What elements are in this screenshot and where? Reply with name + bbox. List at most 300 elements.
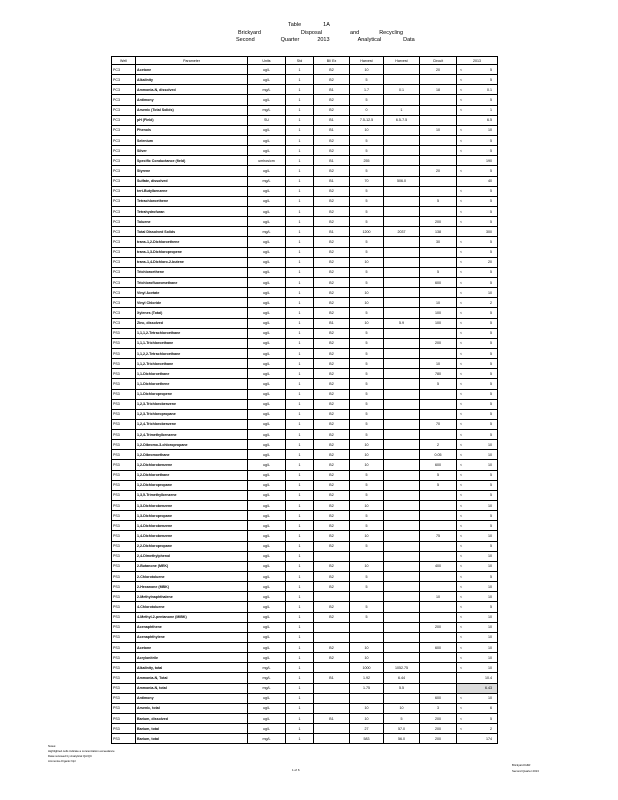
result-cell xyxy=(457,430,498,440)
less-than-qualifier: < xyxy=(460,716,463,721)
table-cell: 1 xyxy=(286,338,314,348)
result-cell xyxy=(457,450,498,460)
table-cell: 1,2-Dichloroethane xyxy=(136,470,248,480)
footer-right xyxy=(512,762,539,774)
table-cell: 5 xyxy=(350,206,384,216)
table-cell xyxy=(384,369,420,379)
result-cell xyxy=(457,572,498,582)
table-cell: 1 xyxy=(286,450,314,460)
table-cell: Silver xyxy=(136,146,248,156)
table-cell xyxy=(384,409,420,419)
table-cell: Arsenic, total xyxy=(136,703,248,713)
table-cell: 1 xyxy=(286,501,314,511)
table-cell: ug/L xyxy=(248,379,286,389)
table-cell: 1 xyxy=(286,308,314,318)
table-cell: ug/L xyxy=(248,551,286,561)
table-cell: 200 xyxy=(420,338,457,348)
column-header: Parameter xyxy=(136,57,248,65)
table-row xyxy=(112,602,498,612)
table-row xyxy=(112,125,498,135)
table-row xyxy=(112,85,498,95)
less-than-qualifier: < xyxy=(460,544,463,549)
table-row xyxy=(112,511,498,521)
table-cell: 1 xyxy=(286,582,314,592)
table-cell: ug/L xyxy=(248,602,286,612)
table-cell xyxy=(420,348,457,358)
table-cell: B2 xyxy=(314,247,350,257)
table-cell: 1,3-Dichlorobenzene xyxy=(136,501,248,511)
table-cell: mg/L xyxy=(248,734,286,744)
table-cell: PC3 xyxy=(112,75,136,85)
table-cell xyxy=(384,450,420,460)
table-row xyxy=(112,379,498,389)
table-cell: 1,1,2,2-Tetrachloroethane xyxy=(136,348,248,358)
result-value: 10 xyxy=(488,290,492,295)
less-than-qualifier: < xyxy=(460,452,463,457)
title-line xyxy=(220,37,415,45)
table-cell: PS3 xyxy=(112,673,136,683)
table-cell: B2 xyxy=(314,379,350,389)
column-header: Harvest xyxy=(384,57,420,65)
result-value: 5 xyxy=(490,321,492,326)
table-cell xyxy=(384,75,420,85)
result-cell xyxy=(457,693,498,703)
table-cell: PC3 xyxy=(112,277,136,287)
table-cell: 1 xyxy=(286,115,314,125)
result-value: 5 xyxy=(490,605,492,610)
table-row xyxy=(112,430,498,440)
less-than-qualifier: < xyxy=(460,412,463,417)
result-value: 5 xyxy=(490,513,492,518)
less-than-qualifier: < xyxy=(460,280,463,285)
table-cell: 1,4-Dichlorobenzene xyxy=(136,521,248,531)
table-cell: 75 xyxy=(420,531,457,541)
less-than-qualifier: < xyxy=(460,270,463,275)
result-value: 5 xyxy=(490,219,492,224)
result-cell xyxy=(457,663,498,673)
table-cell: PS3 xyxy=(112,703,136,713)
result-cell xyxy=(457,714,498,724)
result-cell xyxy=(457,186,498,196)
table-cell: PC3 xyxy=(112,105,136,115)
table-cell xyxy=(384,561,420,571)
table-cell: 1 xyxy=(286,247,314,257)
table-cell: B2 xyxy=(314,409,350,419)
table-cell: 1 xyxy=(286,470,314,480)
table-row xyxy=(112,440,498,450)
table-cell: 1 xyxy=(286,288,314,298)
result-value: 6.43 xyxy=(485,686,492,691)
table-cell: 1,1,1,2-Tetrachloroethane xyxy=(136,328,248,338)
table-cell: 255 xyxy=(350,156,384,166)
table-cell xyxy=(420,146,457,156)
less-than-qualifier: < xyxy=(460,726,463,731)
table-cell: trans-1,4-Dichloro-2-butene xyxy=(136,257,248,267)
result-cell xyxy=(457,217,498,227)
table-cell: 5 xyxy=(350,348,384,358)
table-cell xyxy=(384,460,420,470)
table-cell: ug/L xyxy=(248,65,286,75)
table-cell: 6.44 xyxy=(384,673,420,683)
table-cell: 200 xyxy=(420,622,457,632)
table-cell: B2 xyxy=(314,206,350,216)
less-than-qualifier: < xyxy=(460,402,463,407)
table-cell: B2 xyxy=(314,501,350,511)
less-than-qualifier: < xyxy=(460,584,463,589)
table-cell: 1 xyxy=(286,561,314,571)
table-cell: 1 xyxy=(286,551,314,561)
table-cell: PC3 xyxy=(112,186,136,196)
table-cell xyxy=(350,622,384,632)
table-cell: B1 xyxy=(314,227,350,237)
table-cell: ug/L xyxy=(248,480,286,490)
table-cell: 57.0 xyxy=(384,724,420,734)
table-cell: 10 xyxy=(350,531,384,541)
column-header: Harvest xyxy=(350,57,384,65)
table-cell: 4-Methyl-2-pentanone (MIBK) xyxy=(136,612,248,622)
result-value: 5 xyxy=(490,422,492,427)
table-cell xyxy=(420,176,457,186)
table-cell: ug/L xyxy=(248,348,286,358)
table-cell: Antimony xyxy=(136,693,248,703)
table-cell: 5 xyxy=(350,541,384,551)
table-cell: 100 xyxy=(420,308,457,318)
less-than-qualifier: < xyxy=(460,442,463,447)
table-cell: B2 xyxy=(314,450,350,460)
table-cell: Tetrachloroethene xyxy=(136,196,248,206)
table-cell: 1,2-Dibromo-3-chloropropane xyxy=(136,440,248,450)
result-value: 5 xyxy=(490,250,492,255)
table-cell: 1,3,5-Trimethylbenzene xyxy=(136,490,248,500)
table-cell: ug/L xyxy=(248,582,286,592)
table-cell: 1 xyxy=(384,105,420,115)
less-than-qualifier: < xyxy=(460,392,463,397)
table-row xyxy=(112,196,498,206)
result-cell xyxy=(457,267,498,277)
table-cell xyxy=(420,653,457,663)
table-cell: ug/L xyxy=(248,247,286,257)
table-cell: PS3 xyxy=(112,480,136,490)
table-cell: 5.9 xyxy=(384,318,420,328)
table-row xyxy=(112,298,498,308)
table-row xyxy=(112,247,498,257)
table-cell: mg/L xyxy=(248,176,286,186)
table-cell: 1,2,4-Trichlorobenzene xyxy=(136,419,248,429)
table-cell: mg/L xyxy=(248,227,286,237)
table-cell: 1,2,3-Trichloropropane xyxy=(136,409,248,419)
table-cell: 70 xyxy=(420,419,457,429)
table-cell: Barium, total xyxy=(136,734,248,744)
table-cell: 1 xyxy=(286,277,314,287)
table-cell xyxy=(384,541,420,551)
table-header-row xyxy=(112,57,498,65)
less-than-qualifier: < xyxy=(460,523,463,528)
table-row xyxy=(112,369,498,379)
result-cell xyxy=(457,318,498,328)
result-value: 5 xyxy=(490,381,492,386)
table-cell: 5 xyxy=(420,480,457,490)
table-cell xyxy=(420,572,457,582)
table-cell xyxy=(420,156,457,166)
result-value: 5 xyxy=(490,412,492,417)
table-cell: PS3 xyxy=(112,470,136,480)
table-cell: ug/L xyxy=(248,531,286,541)
table-cell xyxy=(384,65,420,75)
table-cell: 5 xyxy=(350,389,384,399)
table-cell: B2 xyxy=(314,105,350,115)
result-value: 10 xyxy=(488,665,492,670)
table-cell: 27 xyxy=(350,724,384,734)
less-than-qualifier: < xyxy=(460,635,463,640)
table-cell: 1 xyxy=(286,419,314,429)
table-cell: B2 xyxy=(314,338,350,348)
less-than-qualifier: < xyxy=(460,605,463,610)
table-cell: PC3 xyxy=(112,196,136,206)
table-cell: 1 xyxy=(286,95,314,105)
note-line: Highlighted cells indicate a concentration exceedance xyxy=(48,749,115,753)
title-word: Quarter xyxy=(280,37,300,43)
table-cell: 1 xyxy=(286,531,314,541)
table-cell: 5 xyxy=(350,277,384,287)
table-cell: 1 xyxy=(286,409,314,419)
table-cell xyxy=(420,602,457,612)
table-cell: 5 xyxy=(350,146,384,156)
result-cell xyxy=(457,683,498,693)
title-line xyxy=(220,29,404,38)
less-than-qualifier: < xyxy=(460,371,463,376)
table-cell: B2 xyxy=(314,186,350,196)
table-cell: 200 xyxy=(420,714,457,724)
table-row xyxy=(112,115,498,125)
table-cell xyxy=(420,389,457,399)
table-row xyxy=(112,703,498,713)
table-row xyxy=(112,541,498,551)
table-cell: 1 xyxy=(286,298,314,308)
table-cell: PS3 xyxy=(112,663,136,673)
result-value: 10 xyxy=(488,442,492,447)
table-cell: 1 xyxy=(286,217,314,227)
less-than-qualifier: < xyxy=(460,300,463,305)
table-cell xyxy=(384,470,420,480)
table-cell: 1000 xyxy=(350,663,384,673)
result-value: 2 xyxy=(490,726,492,731)
table-cell: PS3 xyxy=(112,511,136,521)
result-cell xyxy=(457,166,498,176)
result-cell xyxy=(457,501,498,511)
table-cell: B1 xyxy=(314,85,350,95)
table-cell: PS3 xyxy=(112,653,136,663)
column-header: BI/ Ex xyxy=(314,57,350,65)
table-cell: 1 xyxy=(286,724,314,734)
table-cell xyxy=(314,734,350,744)
table-cell: 1,2,4-Trimethylbenzene xyxy=(136,430,248,440)
result-cell xyxy=(457,115,498,125)
table-row xyxy=(112,724,498,734)
table-cell: 5 xyxy=(350,582,384,592)
table-cell: ug/L xyxy=(248,693,286,703)
less-than-qualifier: < xyxy=(460,138,463,143)
table-cell: ug/L xyxy=(248,521,286,531)
title-word: Table xyxy=(288,22,302,28)
table-cell: 200 xyxy=(420,734,457,744)
table-cell xyxy=(384,643,420,653)
table-cell: ug/L xyxy=(248,298,286,308)
title-word: Brickyard xyxy=(238,29,261,36)
table-cell xyxy=(384,501,420,511)
table-cell: 1,2-Dichloropropane xyxy=(136,480,248,490)
table-cell xyxy=(384,582,420,592)
table-cell: ug/L xyxy=(248,318,286,328)
table-cell: Acrylonitrile xyxy=(136,653,248,663)
table-cell: B2 xyxy=(314,135,350,145)
table-row xyxy=(112,217,498,227)
result-cell xyxy=(457,602,498,612)
table-cell: ug/L xyxy=(248,217,286,227)
result-cell xyxy=(457,298,498,308)
table-cell: ug/L xyxy=(248,511,286,521)
result-cell xyxy=(457,703,498,713)
result-cell xyxy=(457,632,498,642)
table-row xyxy=(112,166,498,176)
table-cell xyxy=(420,551,457,561)
less-than-qualifier: < xyxy=(460,645,463,650)
table-cell: 10 xyxy=(350,298,384,308)
table-row xyxy=(112,135,498,145)
table-cell: 5 xyxy=(350,186,384,196)
less-than-qualifier: < xyxy=(460,310,463,315)
table-row xyxy=(112,643,498,653)
table-cell: 1 xyxy=(286,267,314,277)
table-cell: Zinc, dissolved xyxy=(136,318,248,328)
result-value: 5 xyxy=(490,473,492,478)
table-cell: mg/L xyxy=(248,683,286,693)
table-cell: 1,1-Dichloroethane xyxy=(136,369,248,379)
result-cell xyxy=(457,653,498,663)
table-cell xyxy=(350,693,384,703)
table-cell: PS3 xyxy=(112,490,136,500)
result-value: 0.1 xyxy=(487,87,492,92)
table-row xyxy=(112,693,498,703)
table-cell: B1 xyxy=(314,156,350,166)
table-cell: PS3 xyxy=(112,389,136,399)
result-value: 5 xyxy=(490,280,492,285)
table-row xyxy=(112,75,498,85)
table-cell xyxy=(384,379,420,389)
title-line xyxy=(220,22,400,30)
table-cell: 1 xyxy=(286,379,314,389)
less-than-qualifier: < xyxy=(460,189,463,194)
result-cell xyxy=(457,105,498,115)
result-value: 174 xyxy=(486,736,492,741)
table-cell: Selenium xyxy=(136,135,248,145)
result-value: 5 xyxy=(490,97,492,102)
table-cell xyxy=(384,125,420,135)
table-cell: 0 xyxy=(350,105,384,115)
table-cell xyxy=(384,217,420,227)
table-cell: Alkalinity, total xyxy=(136,663,248,673)
table-cell: Toluene xyxy=(136,217,248,227)
table-cell: mg/L xyxy=(248,85,286,95)
table-cell: ug/L xyxy=(248,703,286,713)
table-cell: B1 xyxy=(314,125,350,135)
table-cell: 10 xyxy=(350,561,384,571)
table-cell: 1 xyxy=(286,480,314,490)
table-cell xyxy=(420,521,457,531)
table-cell: B2 xyxy=(314,217,350,227)
less-than-qualifier: < xyxy=(460,341,463,346)
table-cell: ug/L xyxy=(248,186,286,196)
table-cell: 1.7 xyxy=(350,85,384,95)
table-cell: PS3 xyxy=(112,440,136,450)
table-cell xyxy=(384,308,420,318)
table-cell: ug/L xyxy=(248,714,286,724)
table-cell xyxy=(384,338,420,348)
table-cell: 5 xyxy=(350,409,384,419)
result-value: 6.5 xyxy=(487,118,492,123)
note-line: Notes: xyxy=(48,744,57,748)
result-value: 5 xyxy=(490,239,492,244)
result-value: 10 xyxy=(488,655,492,660)
table-cell: 5 xyxy=(350,267,384,277)
table-cell: 5 xyxy=(350,572,384,582)
result-value: 5 xyxy=(490,716,492,721)
notes-block xyxy=(48,744,115,764)
table-cell xyxy=(384,247,420,257)
table-cell: 10 xyxy=(350,125,384,135)
table-cell: PC3 xyxy=(112,146,136,156)
table-cell xyxy=(384,430,420,440)
table-cell: ug/L xyxy=(248,470,286,480)
result-cell xyxy=(457,724,498,734)
less-than-qualifier: < xyxy=(460,503,463,508)
table-cell: 5 xyxy=(350,308,384,318)
table-cell xyxy=(384,693,420,703)
table-cell: SU xyxy=(248,115,286,125)
table-cell: Alkalinity xyxy=(136,75,248,85)
less-than-qualifier: < xyxy=(460,696,463,701)
table-cell: PS3 xyxy=(112,622,136,632)
table-cell: 1 xyxy=(286,85,314,95)
title-word: Recycling xyxy=(379,29,404,36)
table-cell: 200 xyxy=(420,217,457,227)
table-cell: 10 xyxy=(350,288,384,298)
table-cell: PS3 xyxy=(112,602,136,612)
less-than-qualifier: < xyxy=(460,260,463,265)
table-cell: 56.0 xyxy=(384,734,420,744)
table-cell: 1,4-Dichlorobenzene xyxy=(136,531,248,541)
table-cell: 5 xyxy=(350,490,384,500)
result-value: 5 xyxy=(490,209,492,214)
table-cell: ug/L xyxy=(248,389,286,399)
less-than-qualifier: < xyxy=(460,463,463,468)
table-cell: PS3 xyxy=(112,572,136,582)
table-row xyxy=(112,328,498,338)
result-cell xyxy=(457,257,498,267)
table-cell: B2 xyxy=(314,470,350,480)
table-cell: B2 xyxy=(314,430,350,440)
table-row xyxy=(112,551,498,561)
table-cell: B2 xyxy=(314,480,350,490)
table-cell: B2 xyxy=(314,561,350,571)
table-cell xyxy=(384,551,420,561)
table-cell: B2 xyxy=(314,582,350,592)
table-cell: 1 xyxy=(286,389,314,399)
analytical-data-table xyxy=(111,56,498,744)
result-value: 5 xyxy=(490,331,492,336)
table-cell: 1 xyxy=(286,156,314,166)
result-value: 5 xyxy=(490,483,492,488)
table-cell: Acenaphthylene xyxy=(136,632,248,642)
